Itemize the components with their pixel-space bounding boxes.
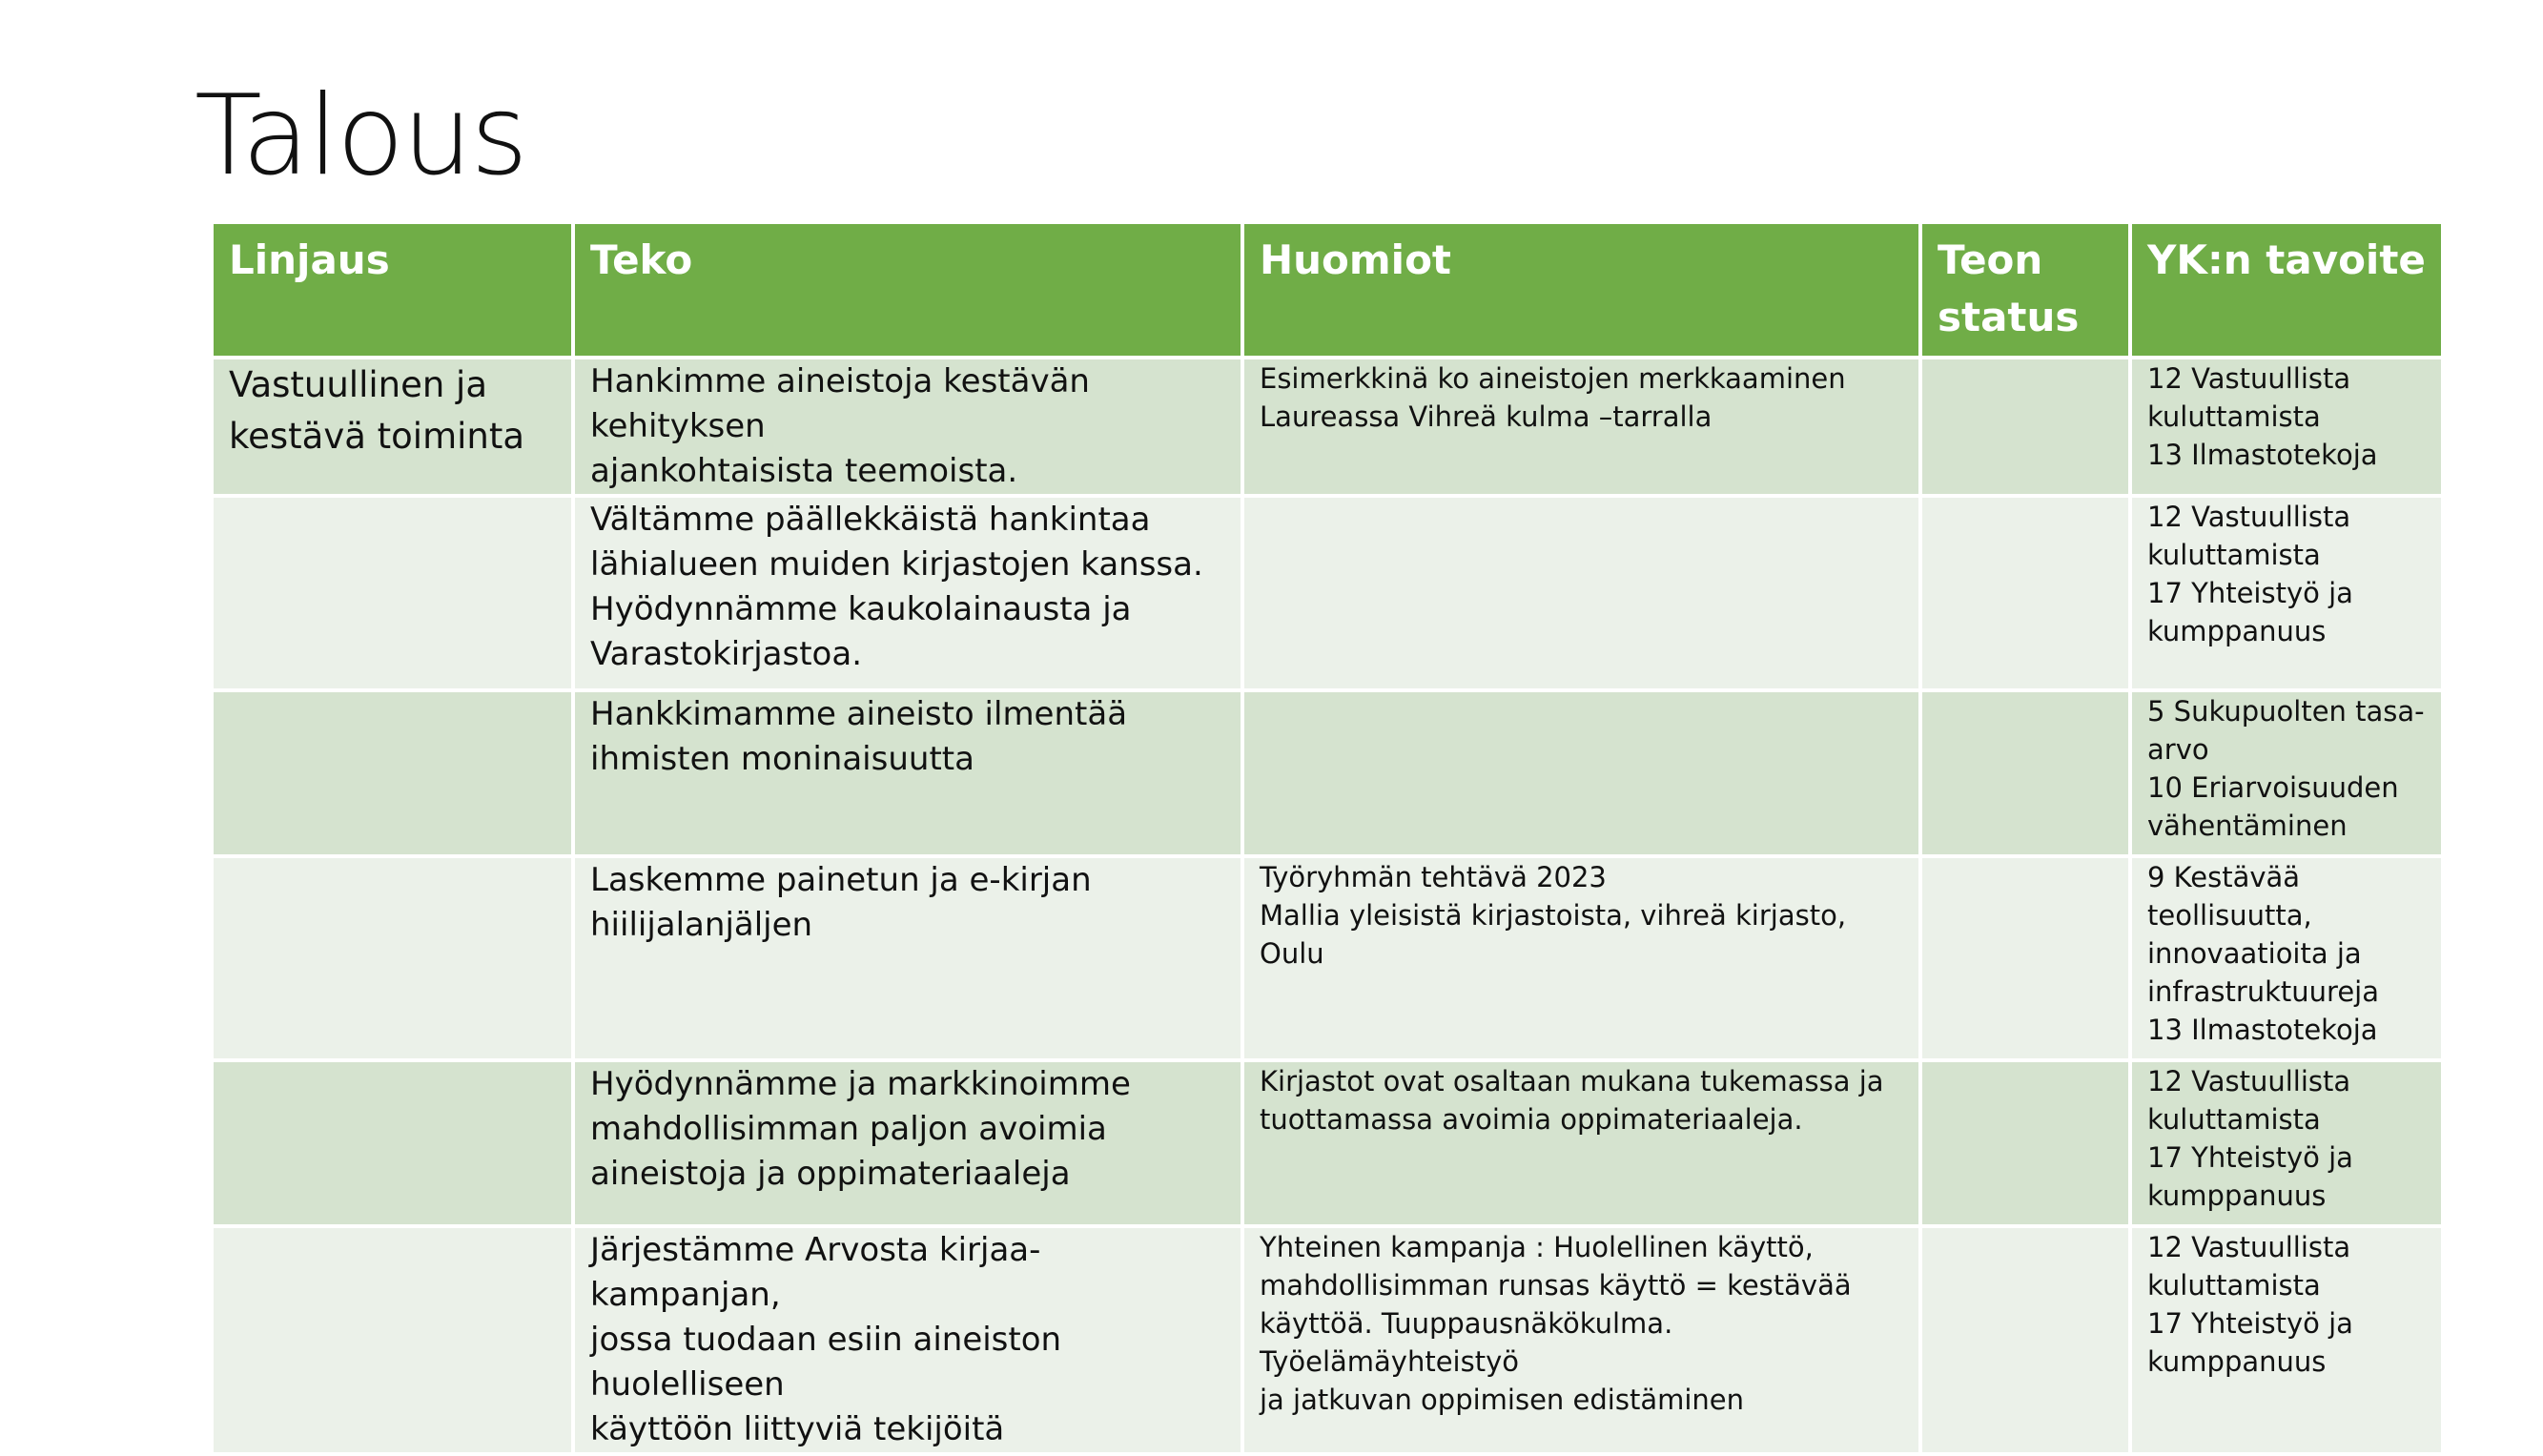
cell-status xyxy=(1920,690,2130,856)
table-row xyxy=(212,690,2443,856)
cell-teko: Vältämme päällekkäistä hankintaa lähialueen muiden kirjastojen kanssa. Hyödynnämme kaukolainausta ja Varastokirjastoa. xyxy=(573,496,1242,690)
header-teon-status: Teon status xyxy=(1920,222,2130,358)
cell-yk-tavoite: 12 Vastuullista kuluttamista 17 Yhteistyö ja kumppanuus xyxy=(2130,496,2443,690)
header-linjaus: Linjaus xyxy=(212,222,573,358)
cell-teko: Hankimme aineistoja kestävän kehityksen ajankohtaisista teemoista. xyxy=(573,358,1242,496)
cell-huomiot: Kirjastot ovat osaltaan mukana tukemassa ja tuottamassa avoimia oppimateriaaleja. xyxy=(1242,1060,1920,1226)
cell-status xyxy=(1920,856,2130,1060)
cell-linjaus xyxy=(212,496,573,690)
table-row xyxy=(212,496,2443,690)
cell-huomiot xyxy=(1242,690,1920,856)
cell-yk-tavoite: 5 Sukupuolten tasa- arvo 10 Eriarvoisuuden vähentäminen xyxy=(2130,690,2443,856)
cell-teko: Järjestämme Arvosta kirjaa-kampanjan, jossa tuodaan esiin aineiston huolelliseen käyttöön liittyviä tekijöitä xyxy=(573,1226,1242,1454)
cell-linjaus xyxy=(212,856,573,1060)
goals-table xyxy=(210,220,2445,1456)
cell-yk-tavoite: 9 Kestävää teollisuutta, innovaatioita ja infrastruktuureja 13 Ilmastotekoja xyxy=(2130,856,2443,1060)
cell-status xyxy=(1920,496,2130,690)
cell-teko: Laskemme painetun ja e-kirjan hiilijalanjäljen xyxy=(573,856,1242,1060)
cell-linjaus: Vastuullinen ja kestävä toiminta xyxy=(212,358,573,496)
cell-huomiot: Esimerkkinä ko aineistojen merkkaaminen Laureassa Vihreä kulma –tarralla xyxy=(1242,358,1920,496)
page-title: Talous xyxy=(195,72,526,200)
cell-yk-tavoite: 12 Vastuullista kuluttamista 17 Yhteistyö ja kumppanuus xyxy=(2130,1060,2443,1226)
table-header-row xyxy=(212,222,2443,358)
header-yk-tavoite: YK:n tavoite xyxy=(2130,222,2443,358)
cell-yk-tavoite: 12 Vastuullista kuluttamista 13 Ilmastotekoja xyxy=(2130,358,2443,496)
cell-teko: Hyödynnämme ja markkinoimme mahdollisimman paljon avoimia aineistoja ja oppimateriaaleja xyxy=(573,1060,1242,1226)
header-teko: Teko xyxy=(573,222,1242,358)
table-row xyxy=(212,358,2443,496)
cell-status xyxy=(1920,1060,2130,1226)
cell-linjaus xyxy=(212,1060,573,1226)
header-huomiot: Huomiot xyxy=(1242,222,1920,358)
cell-linjaus xyxy=(212,1226,573,1454)
table-row xyxy=(212,1060,2443,1226)
cell-huomiot: Työryhmän tehtävä 2023 Mallia yleisistä kirjastoista, vihreä kirjasto, Oulu xyxy=(1242,856,1920,1060)
cell-status xyxy=(1920,358,2130,496)
cell-yk-tavoite: 12 Vastuullista kuluttamista 17 Yhteistyö ja kumppanuus xyxy=(2130,1226,2443,1454)
table-row xyxy=(212,1226,2443,1454)
cell-huomiot: Yhteinen kampanja : Huolellinen käyttö, mahdollisimman runsas käyttö = kestävää käyttöä. Tuuppausnäkökulma. Työelämäyhteistyö ja jatkuvan oppimisen edistäminen xyxy=(1242,1226,1920,1454)
table-row xyxy=(212,856,2443,1060)
cell-linjaus xyxy=(212,690,573,856)
cell-huomiot xyxy=(1242,496,1920,690)
cell-status xyxy=(1920,1226,2130,1454)
cell-teko: Hankkimamme aineisto ilmentää ihmisten moninaisuutta xyxy=(573,690,1242,856)
